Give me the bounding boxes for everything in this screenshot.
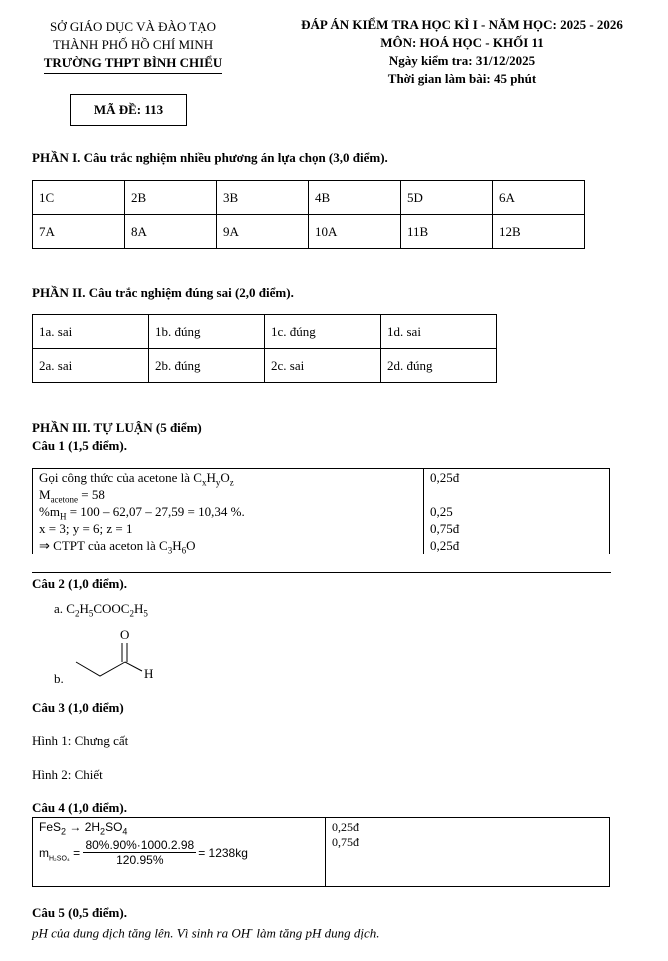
- q1-table-bottom: [32, 572, 611, 573]
- answer-cell: 11B: [401, 215, 493, 249]
- score: 0,75đ: [332, 835, 359, 849]
- table-row: [33, 215, 585, 249]
- table-row: [33, 349, 497, 383]
- answer-cell: 8A: [125, 215, 217, 249]
- answer-cell: 1c. đúng: [265, 315, 381, 349]
- carbon-chain: [76, 662, 125, 676]
- q1-line5: ⇒ CTPT của aceton là $C_3H_6O$: [39, 538, 196, 556]
- propanal-structure: [70, 622, 180, 686]
- answer-cell: 10A: [309, 215, 401, 249]
- score-cell: [424, 469, 610, 555]
- solution-cell: [33, 469, 424, 555]
- header-left: [28, 18, 238, 74]
- q5-title: Câu 5 (0,5 điểm).: [32, 905, 127, 920]
- exam-date: Ngày kiểm tra: 31/12/2025: [388, 53, 536, 68]
- subject: MÔN: HOÁ HỌC - KHỐI 11: [380, 35, 544, 50]
- answer-cell: 7A: [33, 215, 125, 249]
- oxygen-label: O: [120, 627, 130, 642]
- part1-table: [32, 180, 585, 249]
- part2-title: PHẦN II. Câu trắc nghiệm đúng sai (2,0 điểm).: [32, 285, 294, 300]
- q4-table: [32, 817, 610, 887]
- table-row: [33, 315, 497, 349]
- score: 0,25: [430, 504, 453, 519]
- q4-title: Câu 4 (1,0 điểm).: [32, 800, 127, 815]
- answer-cell: 2d. đúng: [381, 349, 497, 383]
- answer-cell: 1C: [33, 181, 125, 215]
- answer-cell: 2a. sai: [33, 349, 149, 383]
- answer-cell: 9A: [217, 215, 309, 249]
- q4-formula: $m_{H_2SO_4}$ = $\frac{80\%.90\%\cdot 1000.2.98}{120.95\%}$ = 1238kg: [39, 838, 248, 867]
- solution-cell: [33, 818, 326, 887]
- score-cell: [326, 818, 610, 887]
- answer-cell: 5D: [401, 181, 493, 215]
- table-row: [33, 181, 585, 215]
- q2-title: Câu 2 (1,0 điểm).: [32, 576, 127, 591]
- score: 0,25đ: [430, 470, 460, 485]
- part2-table: [32, 314, 497, 383]
- q4-reaction: $FeS_2 \to 2H_2SO_4$: [39, 820, 128, 837]
- q5-answer: pH của dung dịch tăng lên. Vì sinh ra OH- làm tăng pH dung dịch.: [32, 924, 380, 941]
- answer-cell: 1a. sai: [33, 315, 149, 349]
- part3-title: PHẦN III. TỰ LUẬN (5 điểm): [32, 420, 202, 435]
- score: 0,25đ: [430, 538, 460, 553]
- q2-answer-a: a. $C_2H_5COOC_2H_5$: [54, 601, 148, 619]
- score: 0,25đ: [332, 820, 359, 834]
- answer-cell: 12B: [493, 215, 585, 249]
- dept-name: SỞ GIÁO DỤC VÀ ĐÀO TẠO: [50, 19, 216, 34]
- score: 0,75đ: [430, 521, 460, 536]
- exam-time: Thời gian làm bài: 45 phút: [387, 71, 537, 86]
- q1-line1: Gọi công thức của acetone là $C_xH_yO_z$: [39, 470, 234, 488]
- q1-line4: x = 3; y = 6; z = 1: [39, 521, 133, 536]
- header-right: [262, 16, 662, 88]
- part1-title: PHẦN I. Câu trắc nghiệm nhiều phương án lựa chọn (3,0 điểm).: [32, 150, 388, 165]
- aldehyde-bond: [125, 662, 142, 671]
- answer-cell: 2B: [125, 181, 217, 215]
- q3-hinh2: Hình 2: Chiết: [32, 767, 103, 782]
- table-row: [33, 469, 610, 555]
- q3-title: Câu 3 (1,0 điểm): [32, 700, 124, 715]
- q1-line3: $\%m_H = 100 - 62,07 - 27,59 = 10,34$ %.: [39, 504, 245, 522]
- answer-cell: 2b. đúng: [149, 349, 265, 383]
- q1-line2: $M_{acetone} = 58$: [39, 487, 105, 505]
- city-name: THÀNH PHỐ HỒ CHÍ MINH: [52, 37, 214, 52]
- school-name: TRƯỜNG THPT BÌNH CHIỂU: [28, 54, 238, 74]
- q1-table: [32, 468, 610, 554]
- q3-hinh1: Hình 1: Chưng cất: [32, 733, 129, 748]
- q1-title: Câu 1 (1,5 điểm).: [32, 438, 127, 453]
- exam-code-box: MÃ ĐỀ: 113: [70, 94, 187, 126]
- answer-cell: 4B: [309, 181, 401, 215]
- q2-label-b: b.: [54, 671, 64, 686]
- answer-cell: 2c. sai: [265, 349, 381, 383]
- answer-cell: 1b. đúng: [149, 315, 265, 349]
- answer-cell: 3B: [217, 181, 309, 215]
- answer-cell: 6A: [493, 181, 585, 215]
- hydrogen-label: H: [144, 666, 154, 681]
- table-row: [33, 818, 610, 887]
- answer-cell: 1d. sai: [381, 315, 497, 349]
- doc-title: ĐÁP ÁN KIỂM TRA HỌC KÌ I - NĂM HỌC: 2025 - 2026: [301, 17, 623, 32]
